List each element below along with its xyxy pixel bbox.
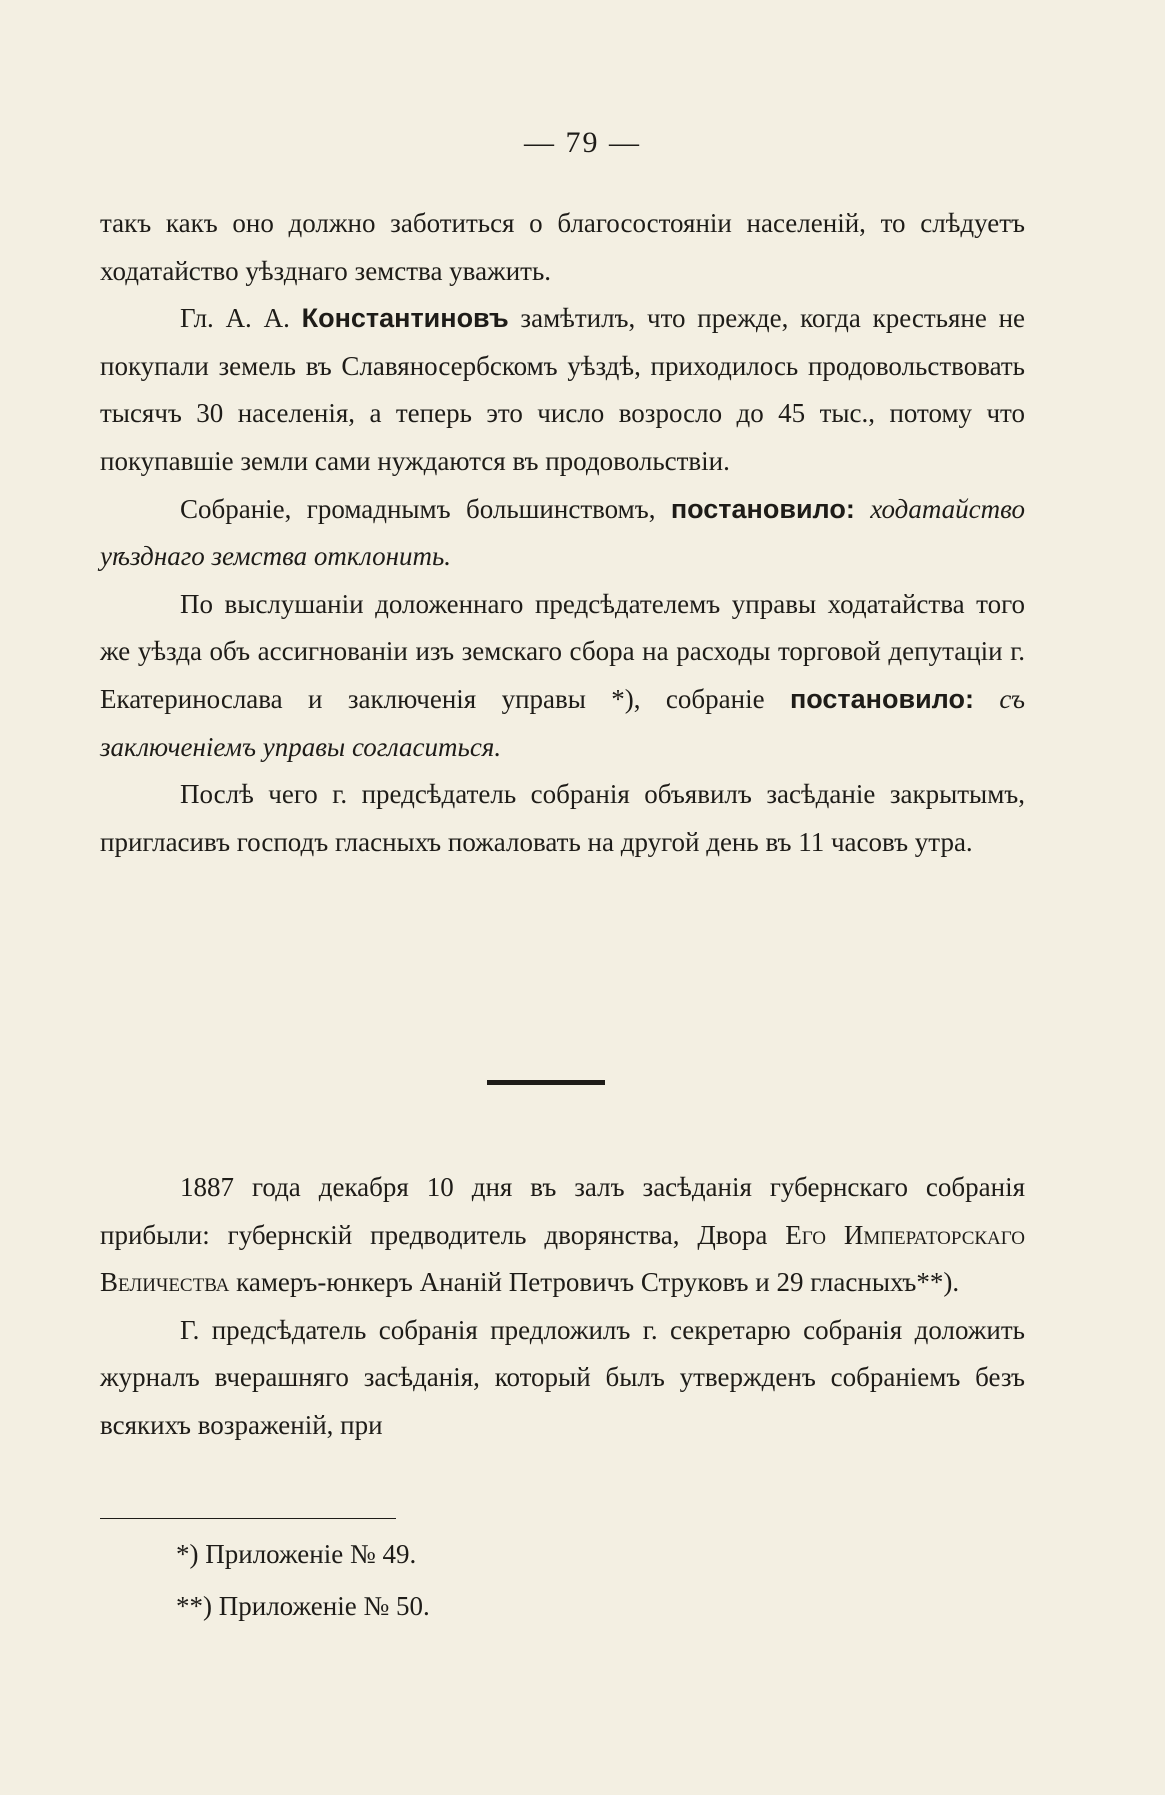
- second-section: [100, 1164, 1025, 1450]
- decision-text-2: съ заключеніемъ управы согласиться.: [100, 683, 1025, 762]
- paragraph-7: Г. предсѣдатель собранія предложилъ г. секретарю собранія доложить журналъ вчерашняго засѣданія, который былъ утвержденъ собраніемъ безъ всякихъ возраженій, при: [100, 1314, 1025, 1440]
- session-attendees: камеръ-юнкеръ Ананій Петровичъ Струковъ и 29 гласныхъ**).: [229, 1267, 960, 1298]
- decision-intro: Собраніе, громаднымъ большинствомъ,: [180, 493, 671, 524]
- footnote-divider: [100, 1518, 396, 1519]
- petition-text: По выслушаніи доложеннаго предсѣдателемъ управы ходатайства того же уѣзда объ ассигнованіи изъ земскаго сбора на расходы торговой депутаціи г. Екатеринослава и заключенія управы *), собраніе: [100, 588, 1025, 714]
- paragraph-3: [100, 486, 1025, 581]
- paragraph-1: такъ какъ оно должно заботиться о благосостояніи населеній, то слѣдуетъ ходатайство уѣзднаго земства уважить.: [100, 208, 1025, 286]
- paragraph-6: [100, 1164, 1025, 1307]
- session-intro: 1887 года декабря 10 дня въ залъ засѣданія губернскаго собранія прибыли: губернскій предводитель дворянства, Двора: [100, 1172, 1025, 1250]
- decision-text: ходатайство уѣзднаго земства отклонить.: [100, 493, 1025, 572]
- paragraph-2: [100, 295, 1025, 485]
- speaker-prefix: Гл. А. А.: [180, 303, 302, 334]
- page-number: — 79 —: [524, 126, 641, 159]
- decision-keyword-2: постановило:: [789, 683, 974, 714]
- paragraph-4: [100, 581, 1025, 771]
- footnote-1: *) Приложеніе № 49.: [176, 1539, 417, 1569]
- footnote-2: **) Приложеніе № 50.: [176, 1591, 430, 1621]
- decision-keyword: постановило:: [670, 493, 855, 524]
- footnotes: [100, 1528, 1025, 1632]
- section-divider: [487, 1080, 605, 1085]
- first-section: [100, 200, 1025, 866]
- imperial-title: Его Императорскаго Величества: [100, 1219, 1026, 1298]
- speaker-name: Константиновъ: [301, 303, 509, 334]
- paragraph-5: Послѣ чего г. предсѣдатель собранія объявилъ засѣданіе закрытымъ, пригласивъ господъ гласныхъ пожаловать на другой день въ 11 часовъ утра.: [100, 779, 1025, 857]
- speaker-text: замѣтилъ, что прежде, когда крестьяне не покупали земель въ Славяносербскомъ уѣздѣ, приходилось продовольствовать тысячъ 30 населенія, а теперь это число возросло до 45 тыс., потому что покупавшіе земли сами нуждаются въ продовольствіи.: [100, 303, 1025, 476]
